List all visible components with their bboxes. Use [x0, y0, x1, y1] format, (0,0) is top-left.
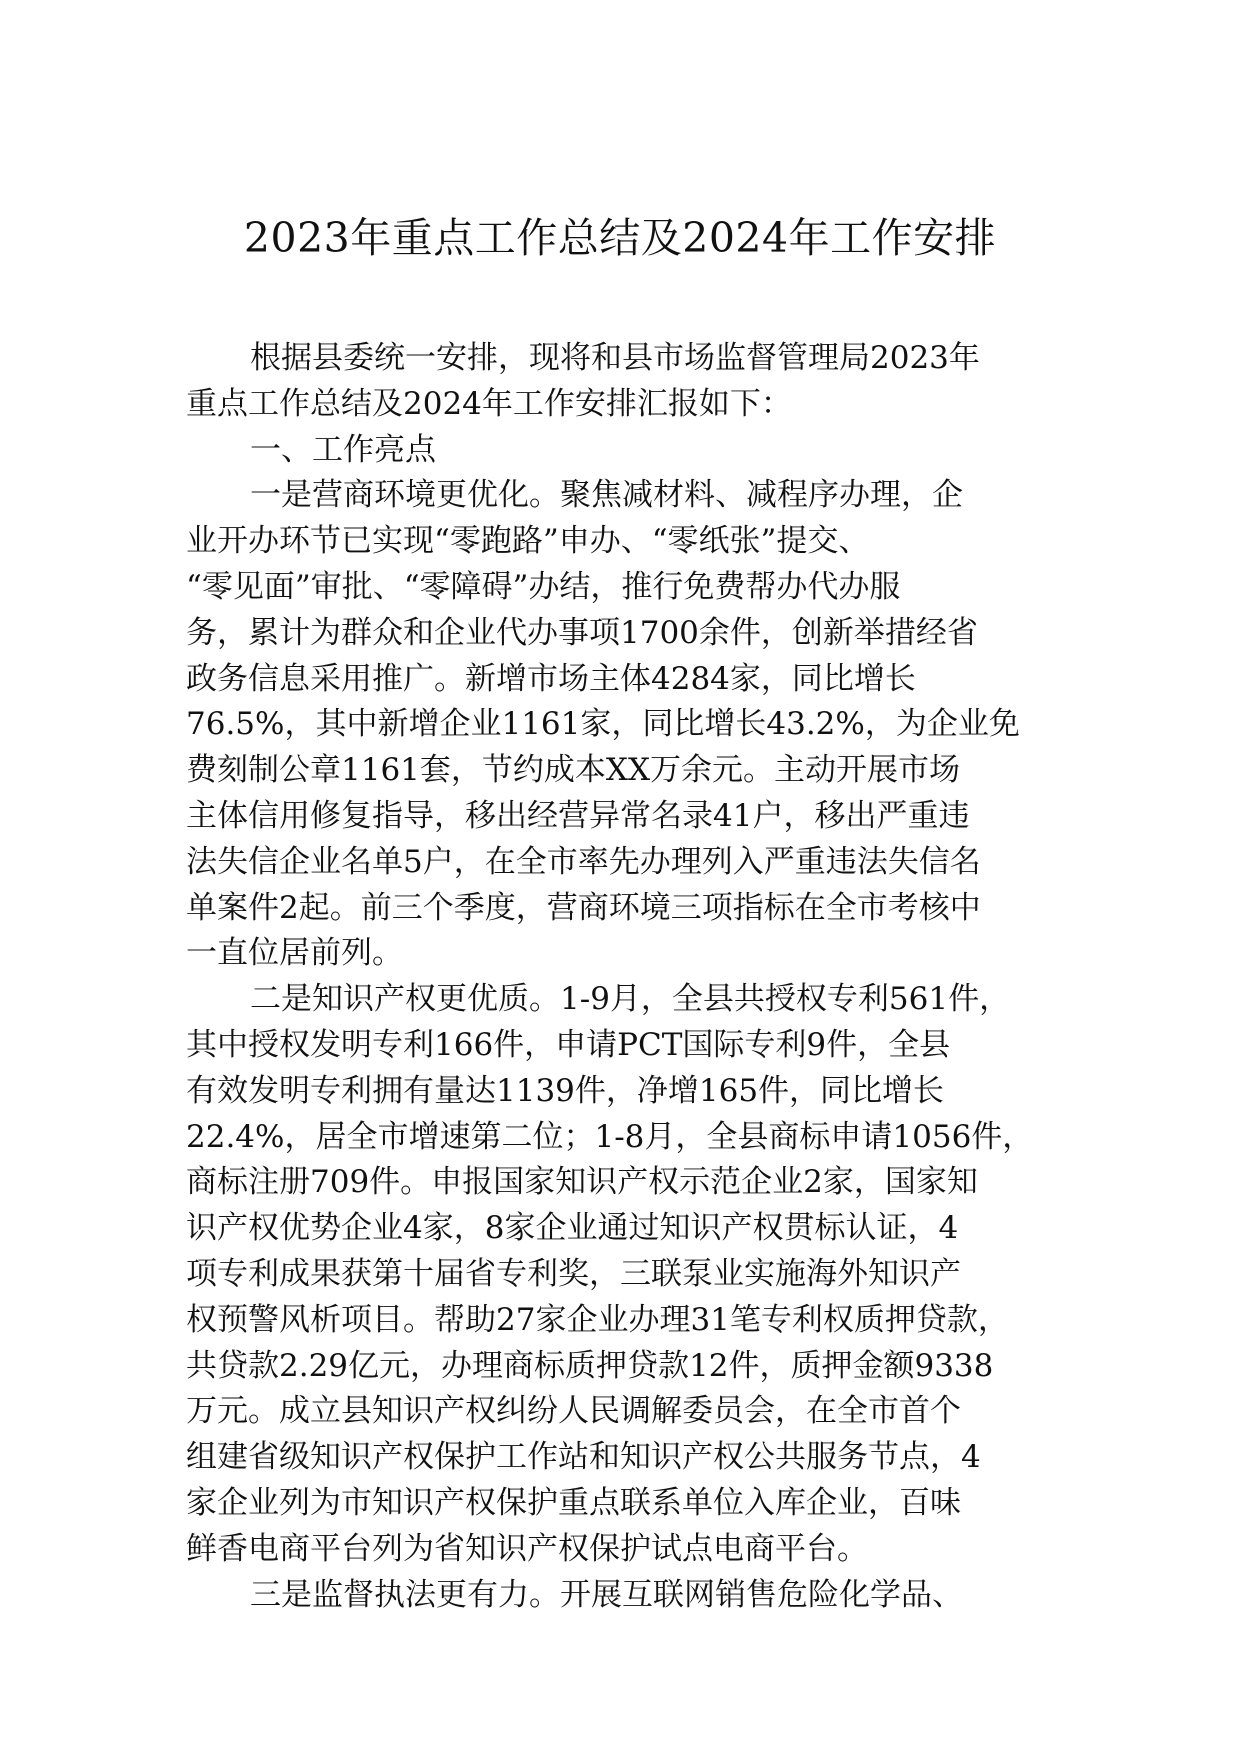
- paragraph-business-line: “零见面”审批、“零障碍”办结，推行免费帮办代办服: [186, 568, 901, 605]
- paragraph-ip-line: 有效发明专利拥有量达1139件，净增165件，同比增长: [186, 1072, 945, 1109]
- document-title: 2023年重点工作总结及2024年工作安排: [243, 214, 997, 262]
- section-heading: 一、工作亮点: [250, 431, 436, 468]
- paragraph-ip-line: 其中授权发明专利166件，申请PCT国际专利9件，全县: [186, 1026, 951, 1063]
- paragraph-enforcement-line: 三是监督执法更有力。开展互联网销售危险化学品、: [250, 1576, 963, 1613]
- paragraph-business-line: 政务信息采用推广。新增市场主体4284家，同比增长: [186, 660, 916, 697]
- paragraph-business-line: 务，累计为群众和企业代办事项1700余件，创新举措经省: [186, 614, 978, 651]
- paragraph-ip-line: 共贷款2.29亿元，办理商标质押贷款12件，质押金额9338: [186, 1347, 994, 1384]
- paragraph-business-line: 业开办环节已实现“零跑路”申办、“零纸张”提交、: [186, 523, 870, 560]
- paragraph-business-line: 单案件2起。前三个季度，营商环境三项指标在全市考核中: [186, 889, 981, 926]
- paragraph-ip-line: 权预警风析项目。帮助27家企业办理31笔专利权质押贷款，: [186, 1301, 1009, 1338]
- paragraph-ip-line: 家企业列为市知识产权保护重点联系单位入库企业，百味: [186, 1484, 961, 1521]
- paragraph-business-line: 主体信用修复指导，移出经营异常名录41户，移出严重违: [186, 797, 970, 834]
- paragraph-business-line: 法失信企业名单5户，在全市率先办理列入严重违法失信名: [186, 843, 981, 880]
- paragraph-business-line: 76.5%，其中新增企业1161家，同比增长43.2%，为企业免: [186, 706, 1020, 743]
- paragraph-ip-line: 万元。成立县知识产权纠纷人民调解委员会，在全市首个: [186, 1393, 961, 1430]
- paragraph-business-line: 费刻制公章1161套，节约成本XX万余元。主动开展市场: [186, 752, 961, 789]
- document-body: [186, 336, 1086, 1618]
- paragraph-ip-line: 识产权优势企业4家，8家企业通过知识产权贯标认证，4: [186, 1210, 959, 1247]
- paragraph-ip-line: 二是知识产权更优质。1-9月，全县共授权专利561件，: [250, 981, 1011, 1018]
- paragraph-business-line: 一是营商环境更优化。聚焦减材料、减程序办理，企: [250, 477, 963, 514]
- paragraph-ip-line: 组建省级知识产权保护工作站和知识产权公共服务节点，4: [186, 1439, 981, 1476]
- paragraph-ip-line: 商标注册709件。申报国家知识产权示范企业2家，国家知: [186, 1164, 978, 1201]
- paragraph-intro-line: 重点工作总结及2024年工作安排汇报如下：: [186, 385, 792, 422]
- paragraph-business-line: 一直位居前列。: [186, 935, 403, 972]
- paragraph-ip-line: 22.4%，居全市增速第二位；1-8月，全县商标申请1056件，: [186, 1118, 1034, 1155]
- paragraph-ip-line: 项专利成果获第十届省专利奖，三联泵业实施海外知识产: [186, 1255, 961, 1292]
- paragraph-intro-line: 根据县委统一安排，现将和县市场监督管理局2023年: [250, 340, 980, 376]
- paragraph-ip-line: 鲜香电商平台列为省知识产权保护试点电商平台。: [186, 1530, 868, 1567]
